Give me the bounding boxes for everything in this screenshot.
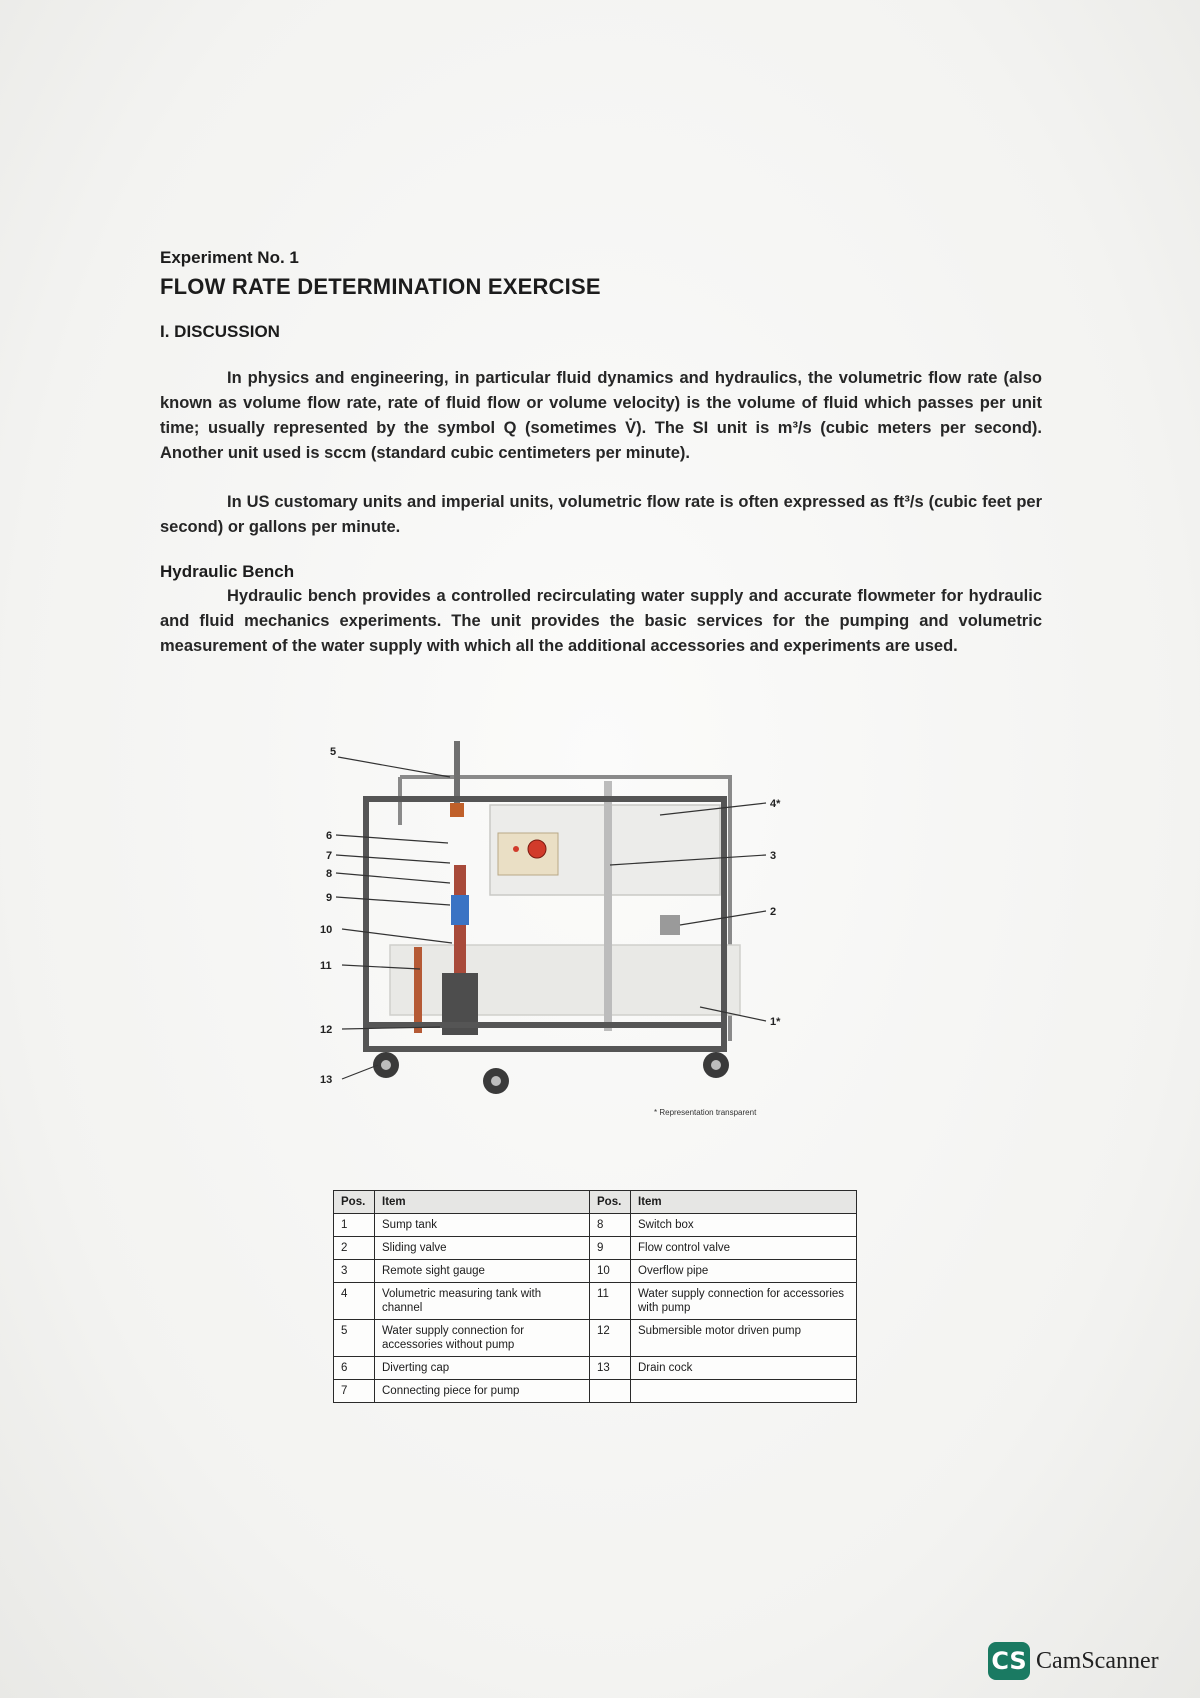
water-supply-pipe <box>454 741 460 805</box>
cell-pos: 3 <box>334 1260 375 1283</box>
sliding-valve <box>660 915 680 935</box>
supply-connection-pipe <box>414 947 422 1033</box>
callout-6: 6 <box>326 830 333 842</box>
cell-pos: 6 <box>334 1357 375 1380</box>
table-row <box>334 1237 857 1260</box>
callout-11: 11 <box>320 960 332 972</box>
discussion-paragraph-2: In US customary units and imperial units, volumetric flow rate is often expressed as ft³/s (cubic feet per second) or gallons per minute. <box>160 493 1042 536</box>
pipe-fitting <box>450 803 464 817</box>
subheading-hydraulic-bench: Hydraulic Bench <box>160 562 295 581</box>
cell-pos: 12 <box>590 1320 631 1357</box>
camscanner-logo-icon: CS <box>988 1642 1030 1680</box>
cell-item: Drain cock <box>631 1357 857 1380</box>
callout-2: 2 <box>770 906 777 918</box>
cell-item: Overflow pipe <box>631 1260 857 1283</box>
item-table-wrapper <box>333 1190 857 1403</box>
table-header-row <box>334 1191 857 1214</box>
cell-item: Connecting piece for pump <box>375 1380 590 1403</box>
callout-8: 8 <box>326 868 333 880</box>
cell-item: Volumetric measuring tank with channel <box>375 1283 590 1320</box>
page-title: FLOW RATE DETERMINATION EXERCISE <box>160 274 601 299</box>
switch-knob <box>528 840 546 858</box>
callout-4: 4* <box>770 798 781 810</box>
header-item-right: Item <box>631 1191 857 1214</box>
cell-pos: 4 <box>334 1283 375 1320</box>
callout-9: 9 <box>326 892 333 904</box>
cell-item <box>631 1380 857 1403</box>
cell-pos: 2 <box>334 1237 375 1260</box>
cell-item: Water supply connection for accessories with pump <box>631 1283 857 1320</box>
figure-footnote: * Representation transparent <box>654 1108 757 1117</box>
camscanner-name: CamScanner <box>1036 1647 1159 1674</box>
hydraulic-bench-paragraph: Hydraulic bench provides a controlled recirculating water supply and accurate flowmeter for hydraulic and fluid mechanics experiments. The unit provides the basic services for the pumping and volumetric measurement of the water supply with which all the additional accessories and experiments are used. <box>160 587 1042 655</box>
callout-3: 3 <box>770 850 777 862</box>
flow-control-valve <box>451 895 469 925</box>
hydraulic-bench-illustration <box>320 715 850 1145</box>
cell-pos: 1 <box>334 1214 375 1237</box>
cell-item: Sump tank <box>375 1214 590 1237</box>
table-row <box>334 1214 857 1237</box>
cell-pos: 13 <box>590 1357 631 1380</box>
document-body <box>160 248 1042 659</box>
cell-pos: 7 <box>334 1380 375 1403</box>
table-row <box>334 1357 857 1380</box>
cell-item: Switch box <box>631 1214 857 1237</box>
switch-box <box>498 833 558 875</box>
discussion-paragraph-1: In physics and engineering, in particular fluid dynamics and hydraulics, the volumetric flow rate (also known as volume flow rate, rate of fluid flow or volume velocity) is the volume of fluid which passes per unit time; usually represented by the symbol Q (sometimes V̇). The SI unit is m³/s (cubic meters per second). Another unit used is sccm (standard cubic centimeters per minute). <box>160 369 1042 462</box>
callout-5: 5 <box>330 746 337 758</box>
cell-item: Remote sight gauge <box>375 1260 590 1283</box>
cell-pos <box>590 1380 631 1403</box>
cell-pos: 11 <box>590 1283 631 1320</box>
callout-12: 12 <box>320 1024 333 1036</box>
cell-item: Diverting cap <box>375 1357 590 1380</box>
callout-7: 7 <box>326 850 333 862</box>
callout-1: 1* <box>770 1016 781 1028</box>
cell-item: Submersible motor driven pump <box>631 1320 857 1357</box>
cell-pos: 10 <box>590 1260 631 1283</box>
item-table <box>333 1190 857 1403</box>
cell-item: Sliding valve <box>375 1237 590 1260</box>
hydraulic-bench-figure <box>320 715 850 1145</box>
table-row <box>334 1380 857 1403</box>
header-item-left: Item <box>375 1191 590 1214</box>
header-pos-left: Pos. <box>334 1191 375 1214</box>
cell-pos: 9 <box>590 1237 631 1260</box>
table-row <box>334 1320 857 1357</box>
header-pos-right: Pos. <box>590 1191 631 1214</box>
sight-gauge <box>604 781 612 1031</box>
wheels <box>373 1052 729 1094</box>
cell-pos: 5 <box>334 1320 375 1357</box>
table-row <box>334 1260 857 1283</box>
camscanner-watermark <box>988 1640 1159 1682</box>
indicator-light <box>513 846 519 852</box>
callout-13: 13 <box>320 1074 333 1086</box>
experiment-number: Experiment No. 1 <box>160 248 299 267</box>
callout-10: 10 <box>320 924 333 936</box>
cell-pos: 8 <box>590 1214 631 1237</box>
cell-item: Flow control valve <box>631 1237 857 1260</box>
section-heading: I. DISCUSSION <box>160 322 280 341</box>
table-row <box>334 1283 857 1320</box>
cell-item: Water supply connection for accessories without pump <box>375 1320 590 1357</box>
